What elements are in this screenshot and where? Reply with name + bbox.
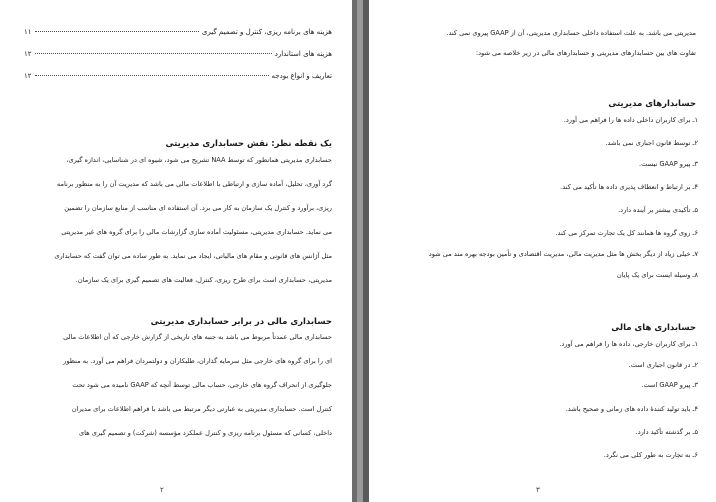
list-item: ۲ـ توسط قانون اجباری نمی باشد. (605, 139, 698, 147)
list-item: ۶ـ روی گروه ها همانند کل یک تجارت تمرکز می کند. (555, 229, 698, 237)
paragraph-line: کنترل است. حسابداری مدیریتی به عبارتی دیگر مرتبط می باشد با فراهم اطلاعات برای مدیران (71, 405, 332, 413)
toc-entry-page: ۱۲ (24, 72, 32, 80)
toc-entry-title: هزینه های استاندارد (274, 50, 332, 58)
paragraph-line: مدیریتی، حسابداری است برای طرح ریزی، کنترل، فعالیت های تصمیم گیری برای یک سازمان. (75, 276, 332, 284)
toc-leader-dots (35, 75, 269, 76)
list-item: ۵ـ تأکیدی بیشتر بر آینده دارد. (618, 206, 698, 214)
left-page (0, 0, 352, 502)
paragraph-line: داخلی، کسانی که مسئول برنامه ریزی و کنترل عملکرد مؤسسه (شرکت) و تصمیم گیری های (78, 429, 332, 437)
toc-leader-dots (35, 53, 272, 54)
paragraph-line: می نماید. حسابداری مدیریتی، مسئولیت آماده سازی گزارشات مالی را برای گروه های غیر مدیریتی (61, 228, 332, 236)
list-item: ۱ـ برای کاربران خارجی، داده ها را فراهم می آورد. (559, 340, 698, 348)
page-number: ۳ (536, 486, 540, 494)
toc-leader-dots (35, 31, 199, 32)
list-item: ۳ـ پیرو GAAP است. (641, 381, 698, 389)
right-page (369, 0, 716, 502)
list-item: ۱ـ برای کاربران داخلی داده ها را فراهم می آورد. (563, 116, 698, 124)
paragraph-line: مثل آژانس های قانونی و مقام های مالیاتی، ایجاد می نماید. به طور ساده می توان گفت که حسابداری (54, 252, 332, 260)
list-item: ۴ـ باید تولید کنندهٔ داده های زمانی و صحیح باشد. (565, 405, 698, 413)
list-item: ۴ـ بر ارتباط و انعطاف پذیری داده ها تأکید می کند. (560, 183, 698, 191)
list-item: ۸ـ وسیله ایست برای یک پایان (616, 271, 698, 279)
intro-line: مدیریتی می باشد. به علت استفاده داخلی حسابداری مدیریتی، آن از GAAP پیروی نمی کند. (446, 29, 696, 37)
intro-line: تفاوت های بین حسابدارهای مدیریتی و حسابدارهای مالی در زیر خلاصه می شود: (475, 49, 696, 57)
toc-entry-page: ۱۲ (24, 50, 32, 58)
paragraph-line: ریزی، برآورد و کنترل یک سازمان به کار می برد. آن استفاده ای مناسب از منابع سازمان را تضمین (64, 204, 332, 212)
section-heading-financial: حسابداری های مالی (611, 323, 696, 333)
list-item: ۷ـ خیلی زیاد از دیگر بخش ها مثل مدیریت مالی، مدیریت اقتصادی و تأمین بودجه بهره مند می شود (428, 250, 698, 258)
list-item: ۶ـ به تجارت به طور کلی می نگرد. (603, 451, 698, 459)
paragraph-line: ای را برای گروه های خارجی مثل سرمایه گذاران، طلبکاران و دولتمردان فراهم می آورد. به منظور (63, 357, 332, 365)
toc-entry[interactable] (24, 72, 332, 80)
paragraph-line: جلوگیری از انحراف گروه های خارجی، حساب مالی توسط آنچه که GAAP نامیده می شود تحت (72, 381, 332, 389)
list-item: ۲ـ در قانون اجباری است. (628, 361, 698, 369)
toc-entry-page: ۱۱ (24, 28, 32, 36)
list-item: ۵ـ بر گذشته تأکید دارد. (635, 428, 698, 436)
toc-entry[interactable] (24, 50, 332, 58)
toc-entry-title: تعاریف و انواع بودجه (271, 72, 332, 80)
section-heading-financial-vs-managerial: حسابداری مالی در برابر حسابداری مدیریتی (150, 317, 332, 327)
list-item: ۳ـ پیرو GAAP نیست. (639, 160, 698, 168)
paragraph-line: حسابداری مدیریتی همانطور که توسط NAA تشریح می شود، شیوه ای در شناسایی، اندازه گیری، (66, 156, 332, 164)
toc-entry-title: هزینه های برنامه ریزی، کنترل و تصمیم گیری (201, 28, 332, 36)
paragraph-line: گرد آوری، تحلیل، آماده سازی و ارتباطی با اطلاعات مالی می باشد که مدیریت آن را به منظور برنامه (56, 180, 332, 188)
section-heading-role: یک نقطه نظر: نقش حسابداری مدیریتی (165, 139, 332, 149)
page-number: ۲ (160, 486, 164, 494)
toc-entry[interactable] (24, 28, 332, 36)
section-heading-managerial: حسابدارهای مدیریتی (608, 99, 696, 109)
page-shadow (352, 0, 357, 502)
paragraph-line: حسابداری مالی عمدتاً مربوط می باشد به جنبه های تاریخی از گزارش خارجی که آن اطلاعات مالی (63, 333, 332, 341)
